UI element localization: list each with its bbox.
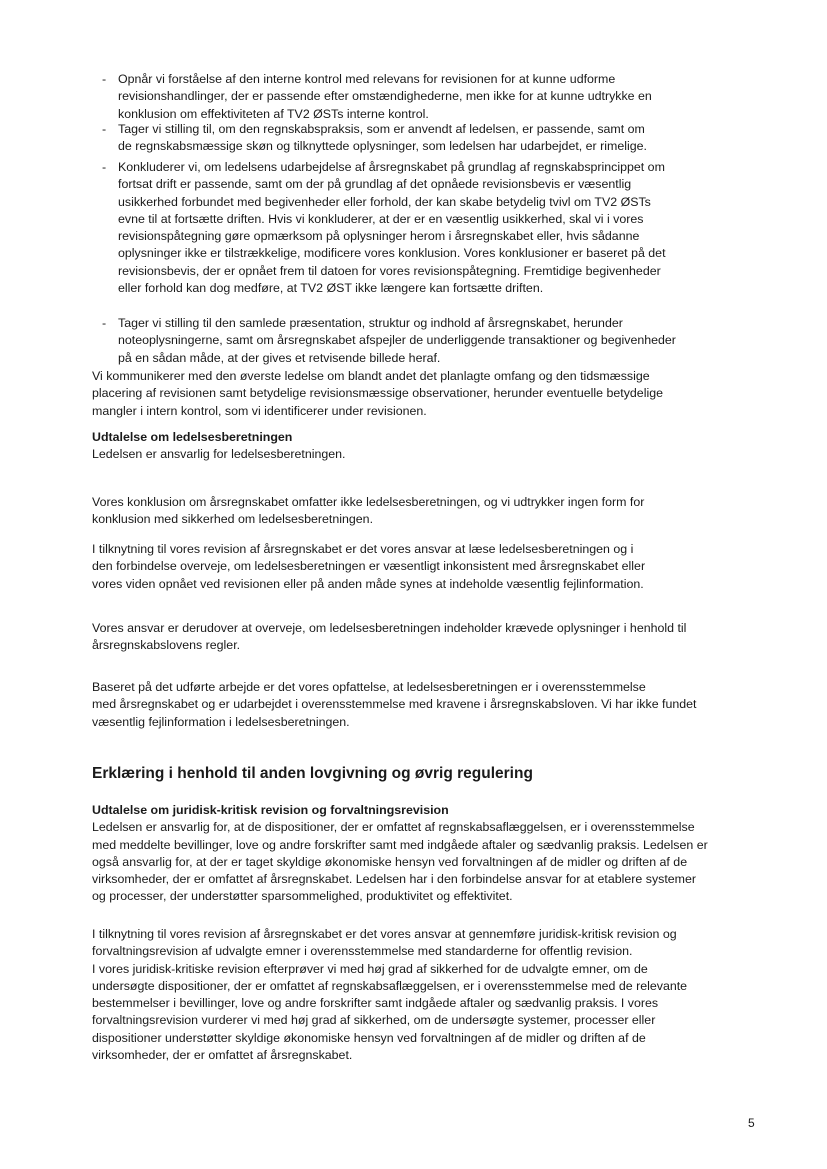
page-number: 5 <box>748 1116 755 1130</box>
text-line: fortsat drift er passende, samt om der på grundlag af det opnåede revisionsbevis er væsentlig <box>118 177 632 192</box>
text-line: Vores ansvar er derudover at overveje, om ledelsesberetningen indeholder krævede oplysninger i henhold til <box>92 621 687 635</box>
text-line: Vores konklusion om årsregnskabet omfatter ikke ledelsesberetningen, og vi udtrykker ingen form for <box>92 495 645 509</box>
text-line: også ansvarlig for, at der er taget skyldige økonomiske hensyn ved forvaltningen af de midler og driften af de <box>92 854 688 869</box>
section-heading: Erklæring i henhold til anden lovgivning og øvrig regulering <box>92 765 533 782</box>
text-line: eller forhold kan dog medføre, at TV2 ØST ikke længere kan fortsætte driften. <box>118 281 544 296</box>
text-line: evne til at fortsætte driften. Hvis vi konkluderer, at der er en væsentlig usikkerhed, skal vi i vores <box>118 211 644 226</box>
text-line: Konkluderer vi, om ledelsens udarbejdelse af årsregnskabet på grundlag af regnskabsprincippet om <box>118 160 665 174</box>
bullet-item <box>102 121 798 156</box>
text-line: Opnår vi forståelse af den interne kontrol med relevans for revisionen for at kunne udforme <box>118 72 616 86</box>
text-line: virksomheder, der er omfattet af årsregnskabet. <box>92 1048 353 1063</box>
text-line: placering af revisionen samt betydelige revisionsmæssige observationer, herunder eventuelle betydelige <box>92 386 663 401</box>
text-line: med meddelte bevillinger, love og andre forskrifter samt med indgåede aftaler og sædvanlig praksis. Ledelsen er <box>92 837 708 852</box>
text-line: Tager vi stilling til, om den regnskabspraksis, som er anvendt af ledelsen, er passende, samt om <box>118 122 645 136</box>
text-line: undersøgte dispositioner, der er omfattet af regnskabsaflæggelsen, er i overensstemmelse med de relevante <box>92 978 688 993</box>
text-line: oplysninger ikke er tilstrækkelige, modificere vores konklusion. Vores konklusioner er baseret på det <box>118 246 666 261</box>
text-line: de regnskabsmæssige skøn og tilknyttede oplysninger, som ledelsen har udarbejdet, er rimelige. <box>118 139 647 154</box>
text-line: vores viden opnået ved revisionen eller på anden måde synes at indeholde væsentlig fejlinformation. <box>92 576 644 591</box>
text-line: væsentlig fejlinformation i ledelsesberetningen. <box>92 714 350 729</box>
text-line: virksomheder, der er omfattet af årsregnskabet. Ledelsen har i den forbindelse ansvar for at etablere systemer <box>92 872 697 887</box>
subheading: Udtalelse om ledelsesberetningen <box>92 430 293 444</box>
text-line: I vores juridisk-kritiske revision efterprøver vi med høj grad af sikkerhed for de udvalgte emner, om de <box>92 961 648 976</box>
text-line: Ledelsen er ansvarlig for ledelsesberetningen. <box>92 447 346 462</box>
paragraph <box>92 802 792 906</box>
text-line: på en sådan måde, at der gives et retvisende billede heraf. <box>118 350 441 365</box>
section-heading-block <box>92 764 792 784</box>
paragraph <box>92 620 792 655</box>
text-line: Baseret på det udførte arbejde er det vores opfattelse, at ledelsesberetningen er i overensstemmelse <box>92 680 646 694</box>
text-line: noteoplysningerne, samt om årsregnskabet afspejler de underliggende transaktioner og begivenheder <box>118 333 676 348</box>
text-line: bestemmelser i bevillinger, love og andre forskrifter samt indgåede aftaler og sædvanlig praksis. I vores <box>92 996 659 1011</box>
bullet-dash: - <box>102 72 107 86</box>
text-line: revisionsbevis, der er opnået frem til datoen for vores revisionspåtegning. Fremtidige begivenheder <box>118 263 661 278</box>
text-line: årsregnskabslovens regler. <box>92 638 241 653</box>
bullet-dash: - <box>102 316 107 330</box>
text-line: revisionshandlinger, der er passende efter omstændighederne, men ikke for at kunne udtrykke en <box>118 89 652 104</box>
text-line: I tilknytning til vores revision af årsregnskabet er det vores ansvar at læse ledelsesberetningen og i <box>92 542 634 556</box>
text-line: konklusion om effektiviteten af TV2 ØSTs interne kontrol. <box>118 106 429 121</box>
text-line: og processer, der understøtter sparsommelighed, produktivitet og effektivitet. <box>92 889 513 904</box>
text-line: konklusion med sikkerhed om ledelsesberetningen. <box>92 512 374 527</box>
text-line: Vi kommunikerer med den øverste ledelse om blandt andet det planlagte omfang og den tidsmæssige <box>92 369 650 383</box>
paragraph <box>92 494 792 529</box>
paragraph <box>92 926 792 1064</box>
bullet-item <box>102 315 798 367</box>
text-line: mangler i intern kontrol, som vi identificerer under revisionen. <box>92 403 427 418</box>
paragraph <box>92 541 792 593</box>
text-line: Tager vi stilling til den samlede præsentation, struktur og indhold af årsregnskabet, herunder <box>118 316 623 330</box>
text-line: den forbindelse overveje, om ledelsesberetningen er væsentligt inkonsistent med årsregnskabet eller <box>92 559 646 574</box>
bullet-item <box>102 159 798 297</box>
text-line: Ledelsen er ansvarlig for, at de dispositioner, der er omfattet af regnskabsaflæggelsen, er i overensstemmelse <box>92 820 695 835</box>
subheading: Udtalelse om juridisk-kritisk revision og forvaltningsrevision <box>92 803 449 817</box>
text-line: forvaltningsrevision af udvalgte emner i overensstemmelse med standarderne for offentlig revision. <box>92 944 633 959</box>
text-line: dispositioner understøtter skyldige økonomiske hensyn ved forvaltningen af de midler og driften af de <box>92 1030 646 1045</box>
text-line: med årsregnskabet og er udarbejdet i overensstemmelse med kravene i årsregnskabsloven. Vi har ikke fundet <box>92 697 697 712</box>
text-line: I tilknytning til vores revision af årsregnskabet er det vores ansvar at gennemføre juridisk-kritisk revision og <box>92 927 677 941</box>
paragraph <box>92 679 792 731</box>
bullet-dash: - <box>102 122 107 136</box>
paragraph <box>92 368 792 420</box>
text-line: revisionspåtegning gøre opmærksom på oplysninger herom i årsregnskabet eller, hvis sådanne <box>118 229 640 244</box>
bullet-item <box>102 71 798 123</box>
text-line: forvaltningsrevision vurderer vi med høj grad af sikkerhed, om de undersøgte systemer, processer eller <box>92 1013 656 1028</box>
bullet-dash: - <box>102 160 107 174</box>
paragraph <box>92 429 792 464</box>
text-line: usikkerhed forbundet med begivenheder eller forhold, der kan skabe betydelig tvivl om TV2 ØSTs <box>118 194 651 209</box>
